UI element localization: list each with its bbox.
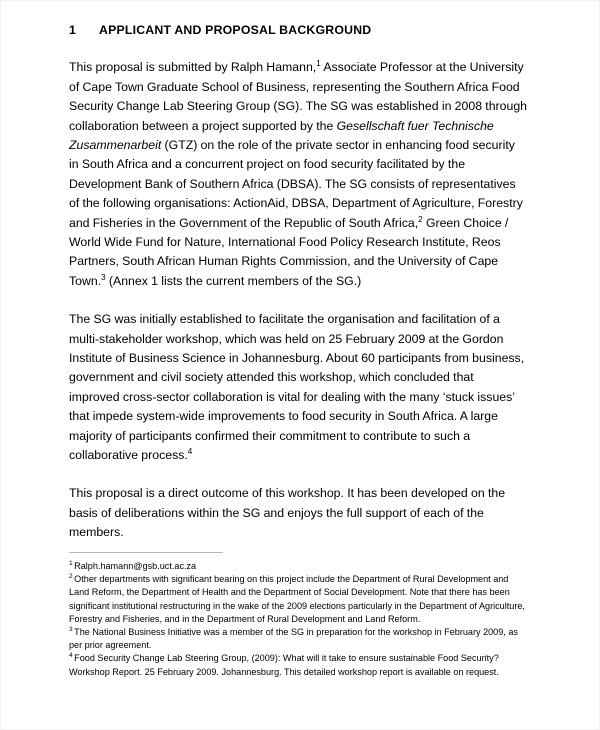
body-paragraph: This proposal is submitted by Ralph Hamann,$^1$ Associate Professor at the University of Cape Town Graduate School of Business, representing the Southern Africa Food Security Change Lab Steering Group (SG). The SG was established in 2008 through collaboration between a project supported by the Gesellschaft fuer Technische Zusammenarbeit (GTZ) on the role of the private sector in enhancing food security in South Africa and a concurrent project on food security facilitated by the Development Bank of Southern Africa (DBSA). The SG consists of representatives of the following organisations: ActionAid, DBSA, Department of Agriculture, Forestry and Fisheries in the Government of the Republic of South Africa,$^2$ Green Choice / World Wide Fund for Nature, International Food Policy Research Institute, Reos Partners, South African Human Rights Commission, and the University of Cape Town.$^3$ (Annex 1 lists the current members of the SG.) xyxy=(69,59,528,288)
footnote-reference[interactable]: 4 xyxy=(187,446,193,456)
footnote-reference[interactable]: 2 xyxy=(418,214,423,224)
document-body xyxy=(69,23,527,543)
footnote-item xyxy=(69,573,531,626)
footnote-marker: 1 xyxy=(69,559,73,567)
footnote-marker: 3 xyxy=(69,625,73,633)
footnote-item xyxy=(69,560,531,573)
footnote-text: The National Business Initiative was a member of the SG in preparation for the workshop in February 2009, as per prior agreement. xyxy=(69,627,518,651)
italic-text: Gesellschaft fuer Technische Zusammenarbeit xyxy=(69,118,494,152)
footnote-item xyxy=(69,626,531,652)
footnote-reference[interactable]: 3 xyxy=(101,272,106,282)
section-number: 1 xyxy=(69,23,77,37)
paragraph-list xyxy=(69,58,527,542)
body-paragraph: The SG was initially established to facilitate the organisation and facilitation of a multi-stakeholder workshop, which was held on 25 February 2009 at the Gordon Institute of Business Science in Johannesburg. About 60 participants from business, government and civil society attended this workshop, which concluded that improved cross-sector collaboration is vital for dealing with the many ‘stuck issues’ that impede system-wide improvements to food security in South Africa. A large majority of participants confirmed their commitment to contribute to such a collaborative process.$^4$ xyxy=(69,312,525,463)
footnote-text: Other departments with significant bearing on this project include the Department of Rural Development and Land Reform, the Department of Health and the Department of Social Development. Note that there has been significant institutional restructuring in the wake of the 2009 elections particularly in the Department of Agriculture, Forestry and Fisheries, and in the Department of Rural Development and Land Reform. xyxy=(69,574,525,624)
section-title: APPLICANT AND PROPOSAL BACKGROUND xyxy=(99,23,372,37)
footnote-separator-rule xyxy=(69,552,223,553)
footnote-item xyxy=(69,652,531,678)
footnote-text: Food Security Change Lab Steering Group, (2009): What will it take to ensure sustainable Food Security? Workshop Report. 25 February 2009. Johannesburg. This detailed workshop report is available on request. xyxy=(69,653,499,677)
footnote-list xyxy=(69,560,531,679)
footnote-marker: 4 xyxy=(69,652,73,660)
footnote-marker: 2 xyxy=(69,573,73,581)
footnote-text: Ralph.hamann@gsb.uct.ac.za xyxy=(74,561,197,571)
body-paragraph: This proposal is a direct outcome of this workshop. It has been developed on the basis of deliberations within the SG and enjoys the full support of each of the members. xyxy=(69,486,506,540)
section-heading xyxy=(69,23,527,38)
footnote-section xyxy=(69,552,531,679)
footnote-reference[interactable]: 1 xyxy=(316,59,321,69)
